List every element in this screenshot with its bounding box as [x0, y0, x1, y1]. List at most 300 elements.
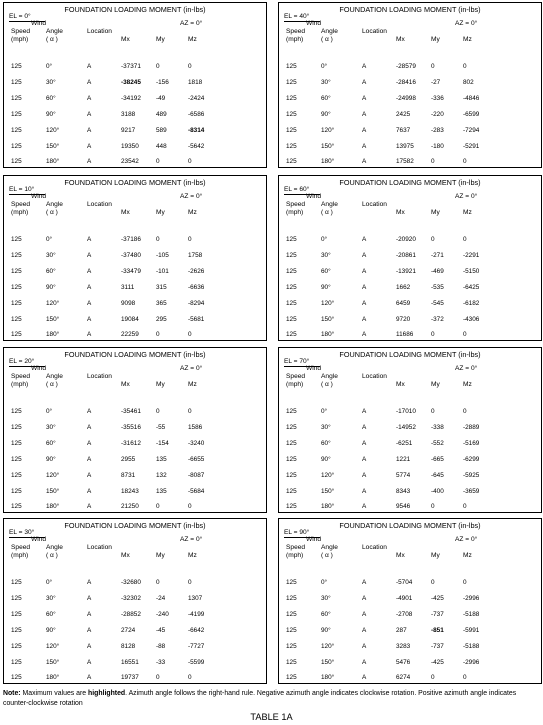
cell-speed: 125 — [286, 94, 297, 102]
cell-mz: -6299 — [463, 455, 480, 463]
cell-my: 0 — [431, 63, 435, 70]
cell-mx: 19084 — [121, 315, 139, 323]
col-mz: Mz — [188, 209, 197, 216]
cell-location: A — [87, 674, 92, 682]
cell-mx: 21250 — [121, 503, 139, 511]
cell-my: 315 — [156, 283, 167, 291]
cell-angle: 30° — [321, 251, 331, 259]
table-row — [279, 439, 541, 448]
cell-location: A — [362, 455, 367, 463]
table-row — [4, 471, 266, 480]
cell-angle: 180° — [46, 674, 60, 682]
cell-angle: 150° — [46, 487, 60, 495]
cell-my: -535 — [431, 283, 444, 291]
col-angle-symbol: ( α ) — [321, 552, 333, 559]
cell-angle: 90° — [321, 626, 331, 634]
col-speed-unit: (mph) — [286, 552, 304, 559]
table-row — [4, 673, 266, 682]
col-my: My — [431, 36, 440, 43]
cell-speed: 125 — [286, 126, 297, 134]
cell-mx: -35516 — [121, 423, 141, 431]
cell-location: A — [87, 236, 92, 243]
cell-angle: 180° — [321, 158, 335, 166]
cell-mx: 2955 — [121, 455, 136, 463]
table-row — [279, 235, 541, 244]
table-row — [4, 283, 266, 292]
cell-mz: -6599 — [463, 110, 480, 118]
cell-location: A — [362, 299, 367, 307]
cell-mz: 0 — [188, 408, 192, 415]
cell-my: -372 — [431, 315, 444, 323]
cell-my: 0 — [156, 236, 160, 243]
cell-location: A — [87, 126, 92, 134]
cell-speed: 125 — [11, 126, 22, 134]
cell-speed: 125 — [286, 408, 297, 415]
cell-mz: -6642 — [188, 626, 205, 634]
col-location: Location — [362, 373, 387, 380]
cell-mz: -2996 — [463, 658, 480, 666]
col-mz: Mz — [463, 381, 472, 388]
cell-location: A — [362, 283, 367, 291]
col-angle: Angle — [321, 373, 338, 380]
cell-speed: 125 — [286, 267, 297, 275]
cell-my: -425 — [431, 594, 444, 602]
cell-mx: -33479 — [121, 267, 141, 275]
cell-location: A — [87, 503, 92, 511]
cell-mz: -5188 — [463, 610, 480, 618]
note-highlight: highlighted — [88, 690, 126, 697]
wind-header: Wind — [31, 20, 47, 27]
table-row — [4, 110, 266, 119]
cell-angle: 30° — [46, 78, 56, 86]
cell-mx: 9217 — [121, 126, 136, 134]
cell-angle: 120° — [321, 299, 335, 307]
cell-mx: 19737 — [121, 674, 139, 682]
cell-mx: -5704 — [396, 579, 413, 586]
cell-my: 0 — [156, 158, 160, 166]
cell-angle: 30° — [321, 78, 331, 86]
table-title: FOUNDATION LOADING MOMENT (in-lbs) — [339, 521, 481, 530]
cell-angle: 90° — [46, 110, 56, 118]
col-mz: Mz — [188, 552, 197, 559]
cell-mx: -4901 — [396, 594, 413, 602]
cell-speed: 125 — [286, 236, 297, 243]
table-row — [279, 594, 541, 603]
cell-mz: 0 — [463, 158, 467, 166]
elevation-label: EL = 0° — [9, 13, 31, 20]
cell-mx: -13921 — [396, 267, 416, 275]
cell-mz: -5684 — [188, 487, 205, 495]
cell-angle: 180° — [321, 503, 335, 511]
col-my: My — [431, 552, 440, 559]
cell-location: A — [362, 626, 367, 634]
cell-angle: 0° — [321, 579, 328, 586]
col-mz: Mz — [463, 552, 472, 559]
cell-speed: 125 — [286, 626, 297, 634]
table-caption: TABLE 1A — [250, 712, 293, 722]
cell-my: 0 — [431, 236, 435, 243]
cell-my: -88 — [156, 642, 166, 650]
col-angle: Angle — [46, 544, 63, 551]
col-mx: Mx — [121, 381, 130, 388]
col-angle: Angle — [46, 28, 63, 35]
cell-speed: 125 — [11, 315, 22, 323]
table-row — [279, 315, 541, 324]
cell-my: 295 — [156, 315, 167, 323]
cell-speed: 125 — [286, 251, 297, 259]
cell-my: 0 — [156, 503, 160, 511]
elevation-label: EL = 90° — [284, 529, 310, 536]
cell-mz: -8294 — [188, 299, 205, 307]
cell-speed: 125 — [11, 658, 22, 666]
cell-location: A — [362, 267, 367, 275]
cell-location: A — [362, 503, 367, 511]
elevation-label: EL = 70° — [284, 358, 310, 365]
col-speed: Speed — [286, 544, 306, 551]
cell-my: 0 — [156, 674, 160, 682]
cell-my: -271 — [431, 251, 444, 259]
cell-mx: 6274 — [396, 674, 411, 682]
cell-location: A — [362, 642, 367, 650]
col-location: Location — [87, 201, 112, 208]
cell-mx: 2425 — [396, 110, 411, 118]
cell-speed: 125 — [286, 439, 297, 447]
table-title: FOUNDATION LOADING MOMENT (in-lbs) — [339, 5, 481, 14]
note-text-1: Maximum values are — [20, 690, 89, 697]
col-mx: Mx — [396, 36, 405, 43]
cell-mx: 16551 — [121, 658, 139, 666]
col-mx: Mx — [396, 552, 405, 559]
col-location: Location — [87, 28, 112, 35]
cell-location: A — [87, 658, 92, 666]
cell-speed: 125 — [286, 423, 297, 431]
azimuth-label: AZ = 0° — [455, 536, 478, 543]
loading-table — [278, 518, 542, 684]
table-row — [279, 423, 541, 432]
table-row — [4, 251, 266, 260]
cell-speed: 125 — [11, 439, 22, 447]
cell-location: A — [87, 455, 92, 463]
cell-mz: 0 — [188, 63, 192, 70]
cell-angle: 0° — [321, 63, 328, 70]
cell-mx: 5476 — [396, 658, 411, 666]
cell-mx: 13975 — [396, 142, 414, 150]
cell-location: A — [362, 158, 367, 166]
cell-speed: 125 — [11, 251, 22, 259]
cell-mx: -35461 — [121, 408, 141, 415]
cell-location: A — [87, 63, 92, 70]
col-my: My — [156, 381, 165, 388]
azimuth-label: AZ = 0° — [455, 365, 478, 372]
note-text-2: . Azimuth angle follows the right-hand rule. Negative azimuth angle indicates clockwise rotation. Positive azimuth angle indicates counter-clockwise rotation — [3, 690, 517, 707]
cell-mx: -37480 — [121, 251, 141, 259]
cell-speed: 125 — [11, 158, 22, 166]
col-angle-symbol: ( α ) — [46, 36, 58, 43]
table-row — [279, 673, 541, 682]
loading-table — [278, 347, 542, 513]
cell-angle: 150° — [46, 315, 60, 323]
elevation-label: EL = 10° — [9, 186, 35, 193]
cell-my: -33 — [156, 658, 166, 666]
cell-mz: -5188 — [463, 642, 480, 650]
cell-speed: 125 — [11, 487, 22, 495]
elevation-label: EL = 20° — [9, 358, 35, 365]
cell-mz: -8314 — [188, 126, 205, 134]
cell-mx: -37371 — [121, 63, 141, 70]
cell-speed: 125 — [11, 110, 22, 118]
cell-speed: 125 — [11, 331, 22, 339]
cell-mz: 0 — [463, 503, 467, 511]
cell-mx: -32680 — [121, 579, 141, 586]
cell-speed: 125 — [286, 78, 297, 86]
cell-angle: 90° — [46, 455, 56, 463]
table-row — [4, 157, 266, 166]
cell-mx: -6251 — [396, 439, 413, 447]
cell-mz: 0 — [188, 331, 192, 339]
cell-speed: 125 — [11, 78, 22, 86]
cell-angle: 60° — [46, 439, 56, 447]
cell-angle: 120° — [321, 471, 335, 479]
cell-mx: 23542 — [121, 158, 139, 166]
cell-mz: -6586 — [188, 110, 205, 118]
cell-mz: -5150 — [463, 267, 480, 275]
table-row — [4, 423, 266, 432]
cell-angle: 60° — [46, 267, 56, 275]
table-row — [279, 283, 541, 292]
table-row — [279, 62, 541, 71]
cell-speed: 125 — [286, 142, 297, 150]
cell-mx: 1221 — [396, 455, 411, 463]
cell-speed: 125 — [286, 471, 297, 479]
cell-angle: 120° — [46, 642, 60, 650]
cell-my: -154 — [156, 439, 169, 447]
cell-location: A — [87, 110, 92, 118]
cell-location: A — [362, 610, 367, 618]
table-row — [4, 610, 266, 619]
cell-mz: -2889 — [463, 423, 480, 431]
table-row — [279, 94, 541, 103]
col-my: My — [431, 209, 440, 216]
cell-mx: 22259 — [121, 331, 139, 339]
table-row — [4, 658, 266, 667]
cell-mz: 1818 — [188, 78, 203, 86]
table-title: FOUNDATION LOADING MOMENT (in-lbs) — [339, 350, 481, 359]
wind-header: Wind — [306, 365, 322, 372]
cell-mz: 1758 — [188, 251, 203, 259]
cell-my: -737 — [431, 610, 444, 618]
wind-header: Wind — [306, 536, 322, 543]
cell-mx: 1662 — [396, 283, 411, 291]
col-angle-symbol: ( α ) — [46, 209, 58, 216]
cell-speed: 125 — [286, 63, 297, 70]
table-title: FOUNDATION LOADING MOMENT (in-lbs) — [339, 178, 481, 187]
col-location: Location — [362, 201, 387, 208]
col-mx: Mx — [396, 381, 405, 388]
cell-location: A — [362, 315, 367, 323]
col-angle: Angle — [46, 373, 63, 380]
cell-angle: 90° — [321, 455, 331, 463]
cell-mz: 0 — [463, 63, 467, 70]
cell-mx: 17582 — [396, 158, 414, 166]
cell-mz: 0 — [188, 503, 192, 511]
cell-my: 0 — [156, 579, 160, 586]
cell-location: A — [362, 439, 367, 447]
cell-my: 132 — [156, 471, 167, 479]
cell-my: 0 — [431, 331, 435, 339]
cell-angle: 180° — [321, 674, 335, 682]
cell-mz: -2424 — [188, 94, 205, 102]
col-speed: Speed — [11, 373, 31, 380]
cell-mz: -8087 — [188, 471, 205, 479]
cell-speed: 125 — [286, 503, 297, 511]
cell-mz: -7294 — [463, 126, 480, 134]
cell-speed: 125 — [11, 579, 22, 586]
cell-speed: 125 — [11, 142, 22, 150]
cell-location: A — [362, 408, 367, 415]
cell-my: 0 — [431, 408, 435, 415]
col-speed-unit: (mph) — [11, 209, 29, 216]
col-speed-unit: (mph) — [286, 36, 304, 43]
cell-angle: 60° — [46, 94, 56, 102]
cell-mz: -3659 — [463, 487, 480, 495]
table-row — [279, 610, 541, 619]
cell-my: -49 — [156, 94, 166, 102]
cell-my: -336 — [431, 94, 444, 102]
cell-speed: 125 — [11, 594, 22, 602]
col-speed-unit: (mph) — [286, 381, 304, 388]
cell-speed: 125 — [11, 408, 22, 415]
cell-mz: -5291 — [463, 142, 480, 150]
cell-my: 0 — [431, 579, 435, 586]
table-row — [279, 267, 541, 276]
cell-my: 365 — [156, 299, 167, 307]
table-row — [4, 315, 266, 324]
loading-table — [3, 518, 267, 684]
cell-mx: 8731 — [121, 471, 136, 479]
cell-location: A — [362, 251, 367, 259]
cell-angle: 0° — [46, 236, 53, 243]
cell-angle: 60° — [321, 610, 331, 618]
col-speed-unit: (mph) — [11, 36, 29, 43]
cell-angle: 30° — [46, 594, 56, 602]
cell-angle: 90° — [46, 626, 56, 634]
table-title: FOUNDATION LOADING MOMENT (in-lbs) — [64, 521, 206, 530]
col-location: Location — [362, 544, 387, 551]
cell-mx: 287 — [396, 626, 407, 634]
cell-location: A — [362, 423, 367, 431]
loading-table — [3, 347, 267, 513]
col-angle: Angle — [321, 201, 338, 208]
cell-location: A — [362, 331, 367, 339]
cell-mx: -28416 — [396, 78, 416, 86]
col-mx: Mx — [121, 552, 130, 559]
col-angle-symbol: ( α ) — [321, 36, 333, 43]
cell-angle: 150° — [321, 315, 335, 323]
cell-speed: 125 — [11, 94, 22, 102]
table-row — [4, 594, 266, 603]
cell-mz: 0 — [463, 408, 467, 415]
col-mx: Mx — [396, 209, 405, 216]
cell-mz: -6182 — [463, 299, 480, 307]
cell-angle: 180° — [46, 158, 60, 166]
cell-angle: 90° — [321, 110, 331, 118]
wind-header: Wind — [31, 536, 47, 543]
cell-speed: 125 — [11, 299, 22, 307]
cell-location: A — [362, 142, 367, 150]
table-row — [279, 157, 541, 166]
cell-my: 0 — [156, 63, 160, 70]
col-speed-unit: (mph) — [11, 552, 29, 559]
cell-my: -552 — [431, 439, 444, 447]
col-my: My — [156, 209, 165, 216]
cell-angle: 150° — [321, 142, 335, 150]
table-row — [4, 142, 266, 151]
table-row — [4, 487, 266, 496]
cell-angle: 120° — [46, 471, 60, 479]
col-location: Location — [87, 544, 112, 551]
table-row — [279, 502, 541, 511]
table-row — [279, 455, 541, 464]
cell-angle: 60° — [321, 439, 331, 447]
cell-my: -240 — [156, 610, 169, 618]
cell-speed: 125 — [11, 63, 22, 70]
cell-location: A — [362, 78, 367, 86]
cell-location: A — [87, 94, 92, 102]
table-row — [4, 407, 266, 416]
table-title: FOUNDATION LOADING MOMENT (in-lbs) — [64, 5, 206, 14]
cell-my: -425 — [431, 658, 444, 666]
col-speed: Speed — [286, 28, 306, 35]
cell-angle: 180° — [46, 331, 60, 339]
cell-location: A — [362, 471, 367, 479]
col-mz: Mz — [463, 209, 472, 216]
col-speed: Speed — [11, 544, 31, 551]
wind-header: Wind — [306, 193, 322, 200]
cell-mz: -2291 — [463, 251, 480, 259]
cell-speed: 125 — [11, 471, 22, 479]
cell-my: -469 — [431, 267, 444, 275]
wind-header: Wind — [306, 20, 322, 27]
cell-angle: 180° — [46, 503, 60, 511]
table-row — [279, 110, 541, 119]
cell-location: A — [87, 283, 92, 291]
cell-mz: 0 — [188, 236, 192, 243]
table-row — [279, 126, 541, 135]
cell-mz: -2626 — [188, 267, 205, 275]
cell-my: -105 — [156, 251, 169, 259]
cell-speed: 125 — [286, 158, 297, 166]
cell-mx: 19350 — [121, 142, 139, 150]
col-my: My — [156, 36, 165, 43]
cell-mz: -4306 — [463, 315, 480, 323]
table-row — [279, 487, 541, 496]
cell-mx: -31612 — [121, 439, 141, 447]
cell-location: A — [362, 126, 367, 134]
table-row — [4, 126, 266, 135]
cell-mz: -5642 — [188, 142, 205, 150]
cell-my: -665 — [431, 455, 444, 463]
table-row — [279, 578, 541, 587]
table-row — [4, 578, 266, 587]
cell-location: A — [362, 579, 367, 586]
col-speed-unit: (mph) — [286, 209, 304, 216]
cell-mz: -4846 — [463, 94, 480, 102]
cell-speed: 125 — [11, 626, 22, 634]
cell-location: A — [87, 315, 92, 323]
table-row — [279, 626, 541, 635]
cell-speed: 125 — [286, 110, 297, 118]
col-location: Location — [87, 373, 112, 380]
